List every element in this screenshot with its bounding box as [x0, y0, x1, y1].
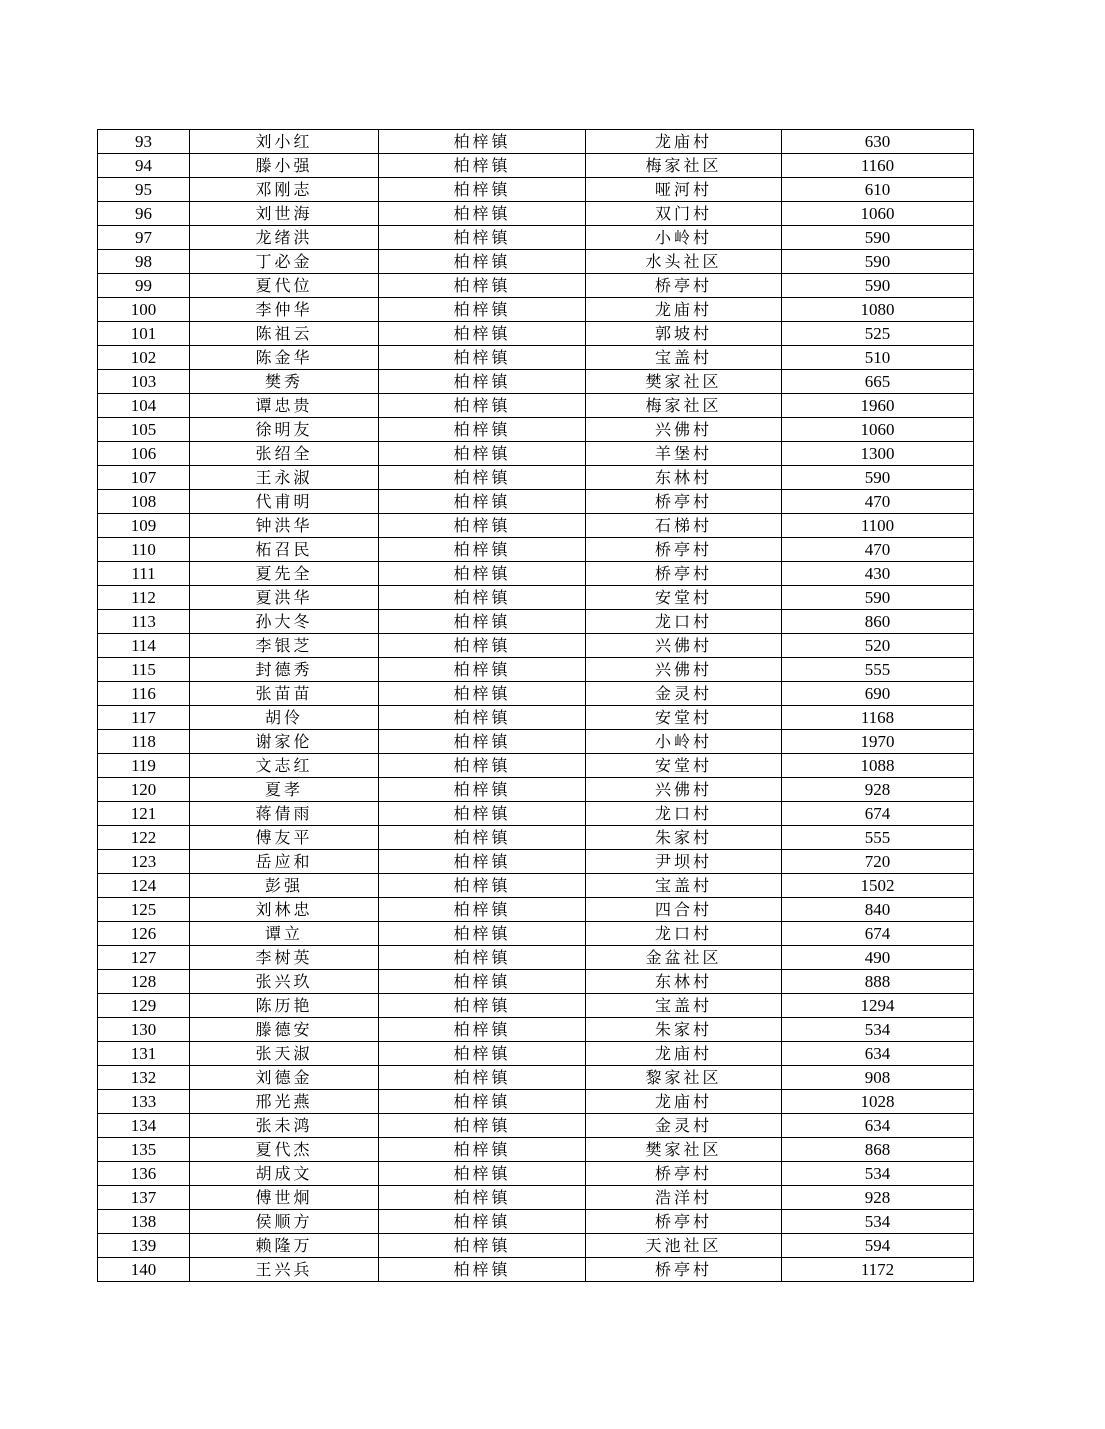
village-cell: 龙庙村	[586, 298, 782, 322]
table-row	[98, 802, 974, 826]
table-row	[98, 682, 974, 706]
table-row	[98, 1186, 974, 1210]
amount-cell: 868	[782, 1138, 974, 1162]
village-cell: 桥亭村	[586, 1258, 782, 1282]
amount-cell: 1080	[782, 298, 974, 322]
amount-cell: 430	[782, 562, 974, 586]
amount-cell: 590	[782, 226, 974, 250]
village-cell: 安堂村	[586, 586, 782, 610]
name-cell: 徐明友	[190, 418, 379, 442]
name-cell: 李银芝	[190, 634, 379, 658]
name-cell: 邢光燕	[190, 1090, 379, 1114]
name-cell: 彭强	[190, 874, 379, 898]
village-cell: 龙庙村	[586, 1090, 782, 1114]
village-cell: 龙庙村	[586, 130, 782, 154]
table-row	[98, 1114, 974, 1138]
table-row	[98, 850, 974, 874]
amount-cell: 665	[782, 370, 974, 394]
table-row	[98, 226, 974, 250]
town-cell: 柏梓镇	[379, 442, 586, 466]
table-row	[98, 946, 974, 970]
village-cell: 浩洋村	[586, 1186, 782, 1210]
name-cell: 谢家伦	[190, 730, 379, 754]
row-number-cell: 140	[98, 1258, 190, 1282]
amount-cell: 520	[782, 634, 974, 658]
name-cell: 丁必金	[190, 250, 379, 274]
table-row	[98, 514, 974, 538]
row-number-cell: 137	[98, 1186, 190, 1210]
table-row	[98, 178, 974, 202]
name-cell: 刘德金	[190, 1066, 379, 1090]
town-cell: 柏梓镇	[379, 274, 586, 298]
town-cell: 柏梓镇	[379, 730, 586, 754]
table-row	[98, 538, 974, 562]
town-cell: 柏梓镇	[379, 226, 586, 250]
amount-cell: 1294	[782, 994, 974, 1018]
name-cell: 夏代位	[190, 274, 379, 298]
town-cell: 柏梓镇	[379, 586, 586, 610]
town-cell: 柏梓镇	[379, 154, 586, 178]
town-cell: 柏梓镇	[379, 394, 586, 418]
town-cell: 柏梓镇	[379, 370, 586, 394]
row-number-cell: 130	[98, 1018, 190, 1042]
amount-cell: 1028	[782, 1090, 974, 1114]
amount-cell: 674	[782, 802, 974, 826]
amount-cell: 610	[782, 178, 974, 202]
village-cell: 水头社区	[586, 250, 782, 274]
table-body	[98, 130, 974, 1282]
name-cell: 夏洪华	[190, 586, 379, 610]
row-number-cell: 111	[98, 562, 190, 586]
row-number-cell: 102	[98, 346, 190, 370]
table-row	[98, 1258, 974, 1282]
table-row	[98, 898, 974, 922]
table-row	[98, 634, 974, 658]
amount-cell: 590	[782, 586, 974, 610]
village-cell: 朱家村	[586, 826, 782, 850]
village-cell: 东林村	[586, 466, 782, 490]
town-cell: 柏梓镇	[379, 1234, 586, 1258]
village-cell: 龙庙村	[586, 1042, 782, 1066]
town-cell: 柏梓镇	[379, 1042, 586, 1066]
name-cell: 龙绪洪	[190, 226, 379, 250]
amount-cell: 555	[782, 658, 974, 682]
row-number-cell: 119	[98, 754, 190, 778]
row-number-cell: 134	[98, 1114, 190, 1138]
village-cell: 桥亭村	[586, 274, 782, 298]
village-cell: 兴佛村	[586, 778, 782, 802]
amount-cell: 1502	[782, 874, 974, 898]
name-cell: 刘林忠	[190, 898, 379, 922]
table-row	[98, 1042, 974, 1066]
name-cell: 文志红	[190, 754, 379, 778]
amount-cell: 630	[782, 130, 974, 154]
row-number-cell: 107	[98, 466, 190, 490]
table-row	[98, 658, 974, 682]
name-cell: 傅友平	[190, 826, 379, 850]
row-number-cell: 128	[98, 970, 190, 994]
name-cell: 柘召民	[190, 538, 379, 562]
town-cell: 柏梓镇	[379, 1162, 586, 1186]
village-cell: 兴佛村	[586, 418, 782, 442]
amount-cell: 928	[782, 1186, 974, 1210]
village-cell: 桥亭村	[586, 1210, 782, 1234]
row-number-cell: 98	[98, 250, 190, 274]
town-cell: 柏梓镇	[379, 706, 586, 730]
village-cell: 樊家社区	[586, 370, 782, 394]
table-row	[98, 466, 974, 490]
village-cell: 尹坝村	[586, 850, 782, 874]
row-number-cell: 109	[98, 514, 190, 538]
town-cell: 柏梓镇	[379, 682, 586, 706]
town-cell: 柏梓镇	[379, 826, 586, 850]
row-number-cell: 117	[98, 706, 190, 730]
amount-cell: 590	[782, 466, 974, 490]
amount-cell: 534	[782, 1210, 974, 1234]
table-row	[98, 1162, 974, 1186]
amount-cell: 1970	[782, 730, 974, 754]
village-cell: 石梯村	[586, 514, 782, 538]
village-cell: 宝盖村	[586, 874, 782, 898]
name-cell: 胡伶	[190, 706, 379, 730]
table-row	[98, 346, 974, 370]
village-cell: 兴佛村	[586, 634, 782, 658]
table-row	[98, 394, 974, 418]
table-row	[98, 154, 974, 178]
town-cell: 柏梓镇	[379, 922, 586, 946]
amount-cell: 690	[782, 682, 974, 706]
table-row	[98, 1234, 974, 1258]
data-table	[97, 129, 974, 1282]
village-cell: 兴佛村	[586, 658, 782, 682]
table-row	[98, 994, 974, 1018]
name-cell: 樊秀	[190, 370, 379, 394]
amount-cell: 1960	[782, 394, 974, 418]
village-cell: 朱家村	[586, 1018, 782, 1042]
table-row	[98, 826, 974, 850]
town-cell: 柏梓镇	[379, 802, 586, 826]
town-cell: 柏梓镇	[379, 178, 586, 202]
table-row	[98, 874, 974, 898]
amount-cell: 590	[782, 250, 974, 274]
amount-cell: 1168	[782, 706, 974, 730]
town-cell: 柏梓镇	[379, 1138, 586, 1162]
name-cell: 李仲华	[190, 298, 379, 322]
row-number-cell: 124	[98, 874, 190, 898]
amount-cell: 525	[782, 322, 974, 346]
village-cell: 四合村	[586, 898, 782, 922]
name-cell: 钟洪华	[190, 514, 379, 538]
amount-cell: 1088	[782, 754, 974, 778]
village-cell: 小岭村	[586, 226, 782, 250]
row-number-cell: 93	[98, 130, 190, 154]
row-number-cell: 96	[98, 202, 190, 226]
amount-cell: 1100	[782, 514, 974, 538]
town-cell: 柏梓镇	[379, 778, 586, 802]
table-row	[98, 778, 974, 802]
village-cell: 桥亭村	[586, 538, 782, 562]
row-number-cell: 139	[98, 1234, 190, 1258]
name-cell: 刘小红	[190, 130, 379, 154]
name-cell: 代甫明	[190, 490, 379, 514]
town-cell: 柏梓镇	[379, 1210, 586, 1234]
name-cell: 侯顺方	[190, 1210, 379, 1234]
town-cell: 柏梓镇	[379, 562, 586, 586]
table-row	[98, 418, 974, 442]
town-cell: 柏梓镇	[379, 1090, 586, 1114]
name-cell: 张天淑	[190, 1042, 379, 1066]
town-cell: 柏梓镇	[379, 946, 586, 970]
village-cell: 安堂村	[586, 754, 782, 778]
row-number-cell: 114	[98, 634, 190, 658]
row-number-cell: 126	[98, 922, 190, 946]
name-cell: 滕小强	[190, 154, 379, 178]
name-cell: 刘世海	[190, 202, 379, 226]
name-cell: 夏先全	[190, 562, 379, 586]
row-number-cell: 135	[98, 1138, 190, 1162]
name-cell: 夏孝	[190, 778, 379, 802]
table-row	[98, 706, 974, 730]
amount-cell: 1060	[782, 418, 974, 442]
row-number-cell: 101	[98, 322, 190, 346]
village-cell: 梅家社区	[586, 394, 782, 418]
table-row	[98, 130, 974, 154]
amount-cell: 1300	[782, 442, 974, 466]
row-number-cell: 115	[98, 658, 190, 682]
row-number-cell: 97	[98, 226, 190, 250]
village-cell: 金灵村	[586, 682, 782, 706]
row-number-cell: 121	[98, 802, 190, 826]
amount-cell: 590	[782, 274, 974, 298]
row-number-cell: 127	[98, 946, 190, 970]
name-cell: 张绍全	[190, 442, 379, 466]
town-cell: 柏梓镇	[379, 514, 586, 538]
town-cell: 柏梓镇	[379, 754, 586, 778]
town-cell: 柏梓镇	[379, 1066, 586, 1090]
village-cell: 龙口村	[586, 610, 782, 634]
village-cell: 羊堡村	[586, 442, 782, 466]
table-row	[98, 1090, 974, 1114]
row-number-cell: 108	[98, 490, 190, 514]
table-row	[98, 586, 974, 610]
amount-cell: 1172	[782, 1258, 974, 1282]
row-number-cell: 100	[98, 298, 190, 322]
amount-cell: 674	[782, 922, 974, 946]
town-cell: 柏梓镇	[379, 970, 586, 994]
row-number-cell: 131	[98, 1042, 190, 1066]
village-cell: 天池社区	[586, 1234, 782, 1258]
amount-cell: 470	[782, 490, 974, 514]
village-cell: 宝盖村	[586, 346, 782, 370]
amount-cell: 840	[782, 898, 974, 922]
town-cell: 柏梓镇	[379, 466, 586, 490]
name-cell: 胡成文	[190, 1162, 379, 1186]
amount-cell: 928	[782, 778, 974, 802]
table-row	[98, 490, 974, 514]
row-number-cell: 118	[98, 730, 190, 754]
table-row	[98, 1138, 974, 1162]
town-cell: 柏梓镇	[379, 1114, 586, 1138]
village-cell: 郭坡村	[586, 322, 782, 346]
village-cell: 龙口村	[586, 922, 782, 946]
amount-cell: 594	[782, 1234, 974, 1258]
table-row	[98, 250, 974, 274]
amount-cell: 510	[782, 346, 974, 370]
table-row	[98, 970, 974, 994]
row-number-cell: 122	[98, 826, 190, 850]
amount-cell: 634	[782, 1114, 974, 1138]
village-cell: 桥亭村	[586, 490, 782, 514]
town-cell: 柏梓镇	[379, 322, 586, 346]
name-cell: 谭立	[190, 922, 379, 946]
village-cell: 东林村	[586, 970, 782, 994]
town-cell: 柏梓镇	[379, 1186, 586, 1210]
village-cell: 哑河村	[586, 178, 782, 202]
row-number-cell: 95	[98, 178, 190, 202]
name-cell: 夏代杰	[190, 1138, 379, 1162]
name-cell: 封德秀	[190, 658, 379, 682]
amount-cell: 908	[782, 1066, 974, 1090]
row-number-cell: 104	[98, 394, 190, 418]
row-number-cell: 136	[98, 1162, 190, 1186]
village-cell: 小岭村	[586, 730, 782, 754]
town-cell: 柏梓镇	[379, 130, 586, 154]
name-cell: 谭忠贵	[190, 394, 379, 418]
row-number-cell: 113	[98, 610, 190, 634]
table-row	[98, 730, 974, 754]
row-number-cell: 129	[98, 994, 190, 1018]
town-cell: 柏梓镇	[379, 634, 586, 658]
table-row	[98, 562, 974, 586]
town-cell: 柏梓镇	[379, 1018, 586, 1042]
amount-cell: 888	[782, 970, 974, 994]
town-cell: 柏梓镇	[379, 610, 586, 634]
name-cell: 赖隆万	[190, 1234, 379, 1258]
village-cell: 金灵村	[586, 1114, 782, 1138]
town-cell: 柏梓镇	[379, 298, 586, 322]
name-cell: 陈金华	[190, 346, 379, 370]
village-cell: 桥亭村	[586, 562, 782, 586]
amount-cell: 534	[782, 1162, 974, 1186]
table-row	[98, 1210, 974, 1234]
town-cell: 柏梓镇	[379, 538, 586, 562]
name-cell: 王兴兵	[190, 1258, 379, 1282]
name-cell: 滕德安	[190, 1018, 379, 1042]
amount-cell: 1060	[782, 202, 974, 226]
village-cell: 双门村	[586, 202, 782, 226]
town-cell: 柏梓镇	[379, 490, 586, 514]
row-number-cell: 138	[98, 1210, 190, 1234]
table-row	[98, 1066, 974, 1090]
row-number-cell: 106	[98, 442, 190, 466]
row-number-cell: 105	[98, 418, 190, 442]
table-row	[98, 322, 974, 346]
table-row	[98, 370, 974, 394]
town-cell: 柏梓镇	[379, 202, 586, 226]
row-number-cell: 99	[98, 274, 190, 298]
row-number-cell: 103	[98, 370, 190, 394]
name-cell: 陈祖云	[190, 322, 379, 346]
name-cell: 傅世炯	[190, 1186, 379, 1210]
amount-cell: 470	[782, 538, 974, 562]
name-cell: 孙大冬	[190, 610, 379, 634]
town-cell: 柏梓镇	[379, 250, 586, 274]
name-cell: 陈历艳	[190, 994, 379, 1018]
village-cell: 安堂村	[586, 706, 782, 730]
amount-cell: 1160	[782, 154, 974, 178]
table-row	[98, 442, 974, 466]
village-cell: 龙口村	[586, 802, 782, 826]
row-number-cell: 125	[98, 898, 190, 922]
name-cell: 李树英	[190, 946, 379, 970]
town-cell: 柏梓镇	[379, 658, 586, 682]
amount-cell: 720	[782, 850, 974, 874]
amount-cell: 555	[782, 826, 974, 850]
name-cell: 邓刚志	[190, 178, 379, 202]
row-number-cell: 112	[98, 586, 190, 610]
table-row	[98, 202, 974, 226]
row-number-cell: 94	[98, 154, 190, 178]
name-cell: 张苗苗	[190, 682, 379, 706]
row-number-cell: 123	[98, 850, 190, 874]
amount-cell: 534	[782, 1018, 974, 1042]
table-row	[98, 922, 974, 946]
table-row	[98, 1018, 974, 1042]
amount-cell: 860	[782, 610, 974, 634]
village-cell: 梅家社区	[586, 154, 782, 178]
village-cell: 樊家社区	[586, 1138, 782, 1162]
amount-cell: 634	[782, 1042, 974, 1066]
name-cell: 蒋倩雨	[190, 802, 379, 826]
village-cell: 桥亭村	[586, 1162, 782, 1186]
town-cell: 柏梓镇	[379, 874, 586, 898]
row-number-cell: 133	[98, 1090, 190, 1114]
town-cell: 柏梓镇	[379, 346, 586, 370]
row-number-cell: 120	[98, 778, 190, 802]
table-row	[98, 754, 974, 778]
name-cell: 张未鸿	[190, 1114, 379, 1138]
town-cell: 柏梓镇	[379, 898, 586, 922]
name-cell: 王永淑	[190, 466, 379, 490]
village-cell: 宝盖村	[586, 994, 782, 1018]
table-row	[98, 298, 974, 322]
table-row	[98, 610, 974, 634]
town-cell: 柏梓镇	[379, 1258, 586, 1282]
row-number-cell: 110	[98, 538, 190, 562]
name-cell: 张兴玖	[190, 970, 379, 994]
row-number-cell: 132	[98, 1066, 190, 1090]
amount-cell: 490	[782, 946, 974, 970]
town-cell: 柏梓镇	[379, 418, 586, 442]
row-number-cell: 116	[98, 682, 190, 706]
village-cell: 黎家社区	[586, 1066, 782, 1090]
table-row	[98, 274, 974, 298]
name-cell: 岳应和	[190, 850, 379, 874]
village-cell: 金盆社区	[586, 946, 782, 970]
town-cell: 柏梓镇	[379, 850, 586, 874]
town-cell: 柏梓镇	[379, 994, 586, 1018]
